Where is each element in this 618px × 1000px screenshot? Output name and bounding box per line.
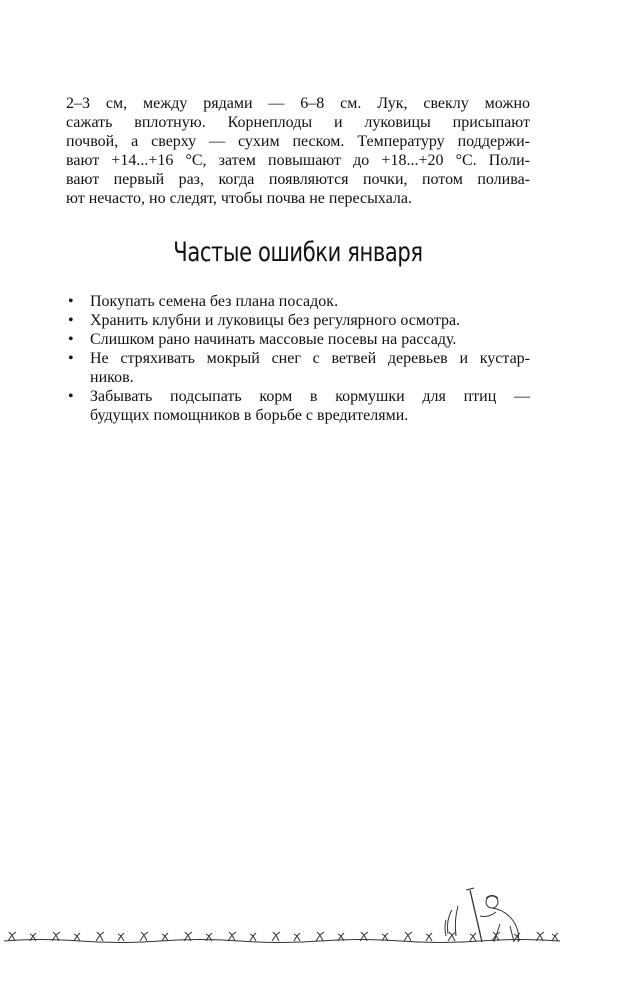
- mistakes-list: [66, 292, 530, 425]
- bullet-icon: •: [68, 331, 74, 348]
- section-heading: Частые ошибки января: [173, 237, 423, 268]
- gardener-icon: [445, 888, 519, 942]
- list-item-text: Не стряхивать мокрый снег с ветвей деревьев и кустар-: [90, 350, 530, 367]
- paragraph-line: вают первый раз, когда появляются почки, потом полива-: [66, 171, 530, 188]
- page-body: [66, 94, 530, 425]
- list-item: [66, 387, 530, 425]
- bullet-icon: •: [68, 293, 74, 310]
- list-item-text: Забывать подсыпать корм в кормушки для птиц —: [90, 388, 530, 405]
- paragraph-line: ют нечасто, но следят, чтобы почва не пересыхала.: [66, 190, 413, 207]
- bullet-icon: •: [68, 312, 74, 329]
- list-item: [66, 311, 530, 330]
- bullet-icon: •: [68, 350, 74, 367]
- bullet-icon: •: [68, 388, 74, 405]
- ground-line: [4, 940, 560, 943]
- list-item-text: будущих помощников в борьбе с вредителями.: [90, 407, 409, 424]
- list-item-text: ников.: [90, 369, 134, 386]
- paragraph-line: 2–3 см, между рядами — 6–8 см. Лук, свеклу можно: [66, 95, 530, 112]
- list-item: [66, 292, 530, 311]
- paragraph-line: вают +14...+16 °С, затем повышают до +18...+20 °С. Поли-: [66, 152, 530, 169]
- list-item: [66, 349, 530, 387]
- list-item-text: Слишком рано начинать массовые посевы на рассаду.: [90, 331, 457, 348]
- paragraph-line: почвой, а сверху — сухим песком. Температуру поддержи-: [66, 133, 530, 150]
- gardener-ornament-illustration: [0, 880, 618, 960]
- list-item-text: Покупать семена без плана посадок.: [90, 293, 339, 310]
- list-item-text: Хранить клубни и луковицы без регулярного осмотра.: [90, 312, 461, 329]
- list-item: [66, 330, 530, 349]
- sprout-row-icon: [8, 932, 558, 941]
- paragraph-line: сажать вплотную. Корнеплоды и луковицы присыпают: [66, 114, 530, 131]
- intro-paragraph: [66, 94, 530, 208]
